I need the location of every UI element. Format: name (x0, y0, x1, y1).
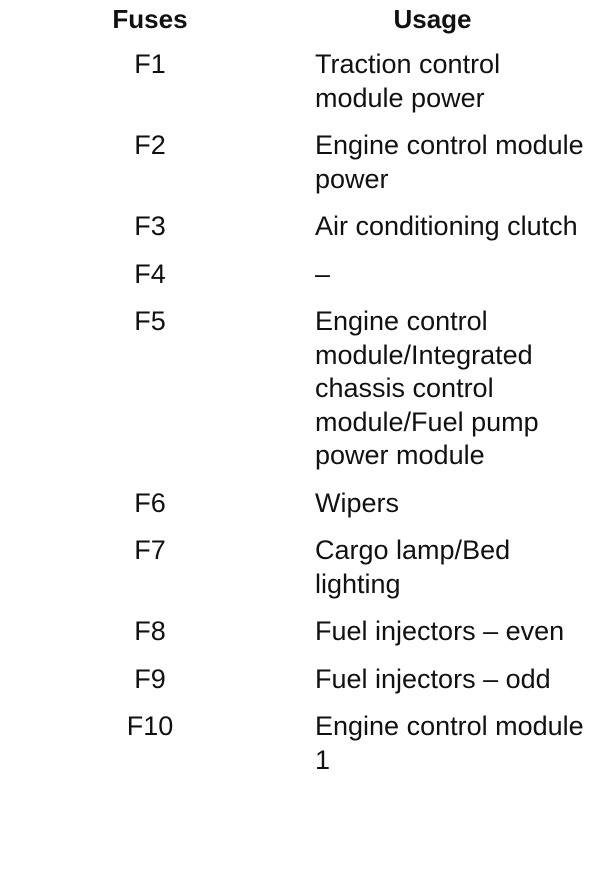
table-row (0, 710, 600, 791)
fuse-cell: F5 (134, 306, 166, 336)
usage-column-header: Usage (393, 4, 472, 34)
usage-cell: Engine control module power (315, 130, 584, 194)
usage-cell: Cargo lamp/Bed lighting (315, 535, 511, 599)
table-row (0, 305, 600, 487)
table-row (0, 129, 600, 210)
fuses-column-header: Fuses (112, 4, 188, 34)
fuse-cell: F3 (134, 211, 166, 241)
table-row (0, 663, 600, 711)
fuse-cell: F7 (134, 535, 166, 565)
fuse-cell: F10 (126, 711, 174, 741)
fuse-cell: F2 (134, 130, 166, 160)
fuse-cell: F9 (134, 663, 166, 694)
usage-cell: Wipers (315, 487, 400, 518)
usage-cell: Engine control module 1 (315, 711, 584, 775)
fuse-cell: F1 (134, 49, 166, 79)
fuse-cell: F4 (134, 258, 166, 289)
usage-cell: Air conditioning clutch (315, 211, 578, 241)
table-row (0, 258, 600, 306)
usage-cell: Fuel injectors – even (315, 616, 565, 646)
table-row (0, 48, 600, 129)
usage-cell: Fuel injectors – odd (315, 663, 551, 694)
fuse-cell: F6 (134, 487, 166, 518)
table-row (0, 615, 600, 663)
usage-cell: – (315, 258, 331, 289)
fuse-usage-table (0, 2, 600, 791)
usage-cell: Traction control module power (315, 49, 501, 113)
table-header-row (0, 2, 600, 48)
table-row (0, 534, 600, 615)
table-row (0, 487, 600, 535)
fuse-cell: F8 (134, 616, 166, 646)
table-row (0, 210, 600, 258)
usage-cell: Engine control module/Integrated chassis control module/Fuel pump power module (315, 306, 539, 470)
